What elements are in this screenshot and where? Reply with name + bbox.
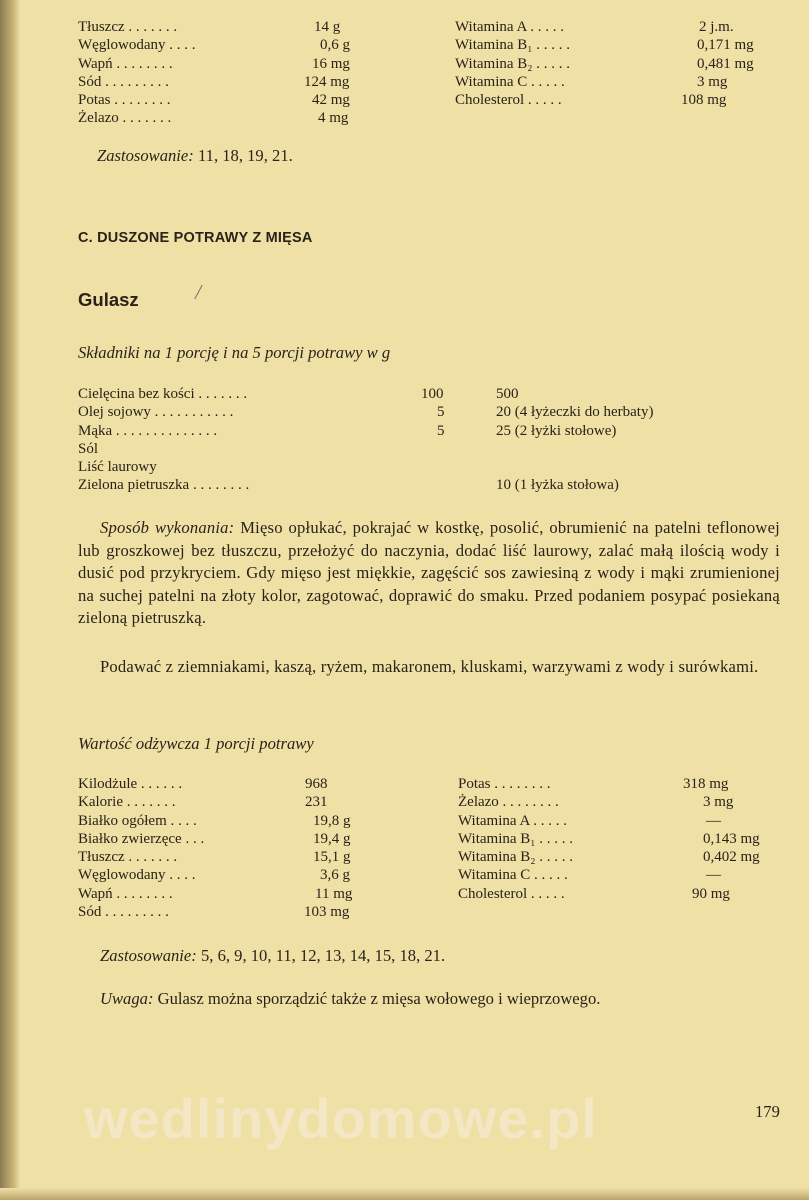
method-paragraph: [78, 517, 780, 630]
note-label: Uwaga:: [100, 989, 154, 1008]
ingredient-row: [78, 385, 738, 403]
nutrient-value: 90 mg: [692, 885, 730, 902]
nutrient-row: [458, 793, 778, 811]
nutrient-label: Witamina B₁ . . . . .: [458, 830, 574, 847]
nutrient-value: 0,481 mg: [697, 55, 754, 72]
top-nutrition-left: [78, 18, 368, 128]
nutrient-label: Witamina A . . . . .: [455, 19, 564, 35]
nutrient-label: Żelazo . . . . . . . .: [458, 794, 559, 811]
ingredient-name: Olej sojowy . . . . . . . . . . .: [78, 404, 234, 421]
nutrition-right: [458, 775, 778, 903]
nutrient-value: 2 j.m.: [699, 19, 734, 35]
nutrient-row: [78, 18, 368, 36]
nutrient-label: Wapń . . . . . . . .: [78, 885, 173, 902]
nutrient-row: [458, 866, 778, 884]
nutrient-value: 3 mg: [697, 73, 728, 90]
nutrient-label: Witamina A . . . . .: [458, 812, 567, 829]
nutrient-row: [78, 866, 378, 884]
page-left-edge: [0, 0, 20, 1200]
nutrient-value: 3,6 g: [320, 867, 350, 884]
nutrient-label: Kilodżule . . . . . .: [78, 776, 183, 792]
nutrient-label: Węglowodany . . . .: [78, 867, 196, 884]
nutrient-value: 0,171 mg: [697, 37, 754, 54]
pencil-mark: [194, 285, 202, 300]
nutrient-row: [78, 830, 378, 848]
nutrient-value: 108 mg: [681, 92, 727, 109]
nutrient-value: 3 mg: [703, 794, 734, 811]
nutrient-value: 0,143 mg: [703, 830, 760, 847]
page-bottom-edge: [0, 1188, 809, 1200]
nutrient-value: 19,8 g: [313, 812, 351, 829]
method-text: Mięso opłukać, pokrajać w kostkę, posolić, obrumienić na patelni teflonowej lub groszkowej bez tłuszczu, przełożyć do naczynia, dodać liść laurowy, zalać małą ilością wody i dusić pod przykryciem. Gdy mięso jest miękkie, zagęścić sos zawiesiną z wody i mąki zrumienionej na suchej patelni na złoty kolor, zagotować, doprawić do smaku. Przed podaniem posypać posiekaną zieloną pietruszką.: [78, 518, 780, 628]
section-heading: C. DUSZONE POTRAWY Z MIĘSA: [78, 230, 313, 246]
nutrient-row: [458, 775, 778, 793]
ingredients-heading: Składniki na 1 porcję i na 5 porcji potrawy w g: [78, 343, 391, 362]
nutrient-row: [458, 885, 778, 903]
page-number: 179: [755, 1102, 780, 1121]
ingredient-name: Zielona pietruszka . . . . . . . .: [78, 477, 250, 494]
nutrient-row: [78, 848, 378, 866]
top-usage-line: [97, 146, 293, 166]
method-label: Sposób wykonania:: [100, 518, 235, 537]
nutrient-row: [455, 18, 775, 36]
nutrient-value: 15,1 g: [313, 849, 351, 866]
nutrient-value: 19,4 g: [313, 830, 351, 847]
nutrient-row: [78, 812, 378, 830]
nutrient-label: Tłuszcz . . . . . . .: [78, 849, 178, 866]
nutrient-row: [455, 55, 775, 73]
ingredient-amount-5: 10 (1 łyżka stołowa): [496, 477, 619, 494]
watermark: wedlinydomowe.pl: [84, 1087, 598, 1150]
nutrient-value: 124 mg: [304, 73, 350, 90]
nutrient-label: Tłuszcz . . . . . . .: [78, 19, 178, 35]
nutrient-row: [78, 885, 378, 903]
ingredient-row: [78, 422, 738, 440]
nutrient-row: [455, 73, 775, 91]
nutrient-label: Węglowodany . . . .: [78, 37, 196, 54]
nutrient-label: Białko ogółem . . . .: [78, 812, 197, 829]
ingredient-row: [78, 403, 738, 421]
recipe-title: Gulasz: [78, 289, 139, 310]
usage-label: Zastosowanie:: [97, 146, 194, 165]
nutrient-value: 16 mg: [312, 55, 350, 72]
nutrient-label: Witamina C . . . . .: [455, 73, 565, 90]
note-paragraph: [78, 988, 780, 1011]
usage-line: [100, 946, 445, 966]
usage-label: Zastosowanie:: [100, 946, 197, 965]
nutrient-label: Białko zwierzęce . . .: [78, 830, 205, 847]
nutrient-value: 4 mg: [318, 110, 349, 127]
ingredient-amount-1: 5: [437, 404, 445, 421]
ingredient-amount-5: 25 (2 łyżki stołowe): [496, 422, 617, 439]
nutrient-value: —: [706, 867, 721, 884]
nutrient-value: 42 mg: [312, 92, 350, 109]
ingredient-amount-5: 500: [496, 386, 519, 402]
nutrient-label: Witamina B₁ . . . . .: [455, 37, 571, 54]
nutrient-row: [455, 36, 775, 54]
serving-text: Podawać z ziemniakami, kaszą, ryżem, makaronem, kluskami, warzywami z wody i surówkami.: [100, 657, 759, 676]
nutrient-label: Potas . . . . . . . .: [78, 92, 171, 109]
ingredient-name: Sól: [78, 440, 99, 457]
nutrient-row: [78, 793, 378, 811]
nutrient-value: 14 g: [314, 19, 341, 35]
ingredient-row: [78, 458, 738, 476]
nutrient-row: [78, 775, 378, 793]
nutrient-value: 0,402 mg: [703, 849, 760, 866]
nutrient-label: Żelazo . . . . . . .: [78, 110, 172, 127]
ingredient-amount-5: 20 (4 łyżeczki do herbaty): [496, 404, 654, 421]
ingredient-name: Cielęcina bez kości . . . . . . .: [78, 386, 248, 402]
nutrient-row: [458, 830, 778, 848]
nutrient-value: 318 mg: [683, 776, 729, 792]
usage-values: 11, 18, 19, 21.: [197, 146, 293, 165]
ingredient-amount-1: 5: [437, 422, 445, 439]
nutrient-label: Witamina C . . . . .: [458, 867, 568, 884]
nutrient-value: 11 mg: [315, 885, 353, 902]
nutrient-row: [458, 848, 778, 866]
note-text: Gulasz można sporządzić także z mięsa wołowego i wieprzowego.: [157, 989, 601, 1008]
nutrient-row: [78, 903, 378, 921]
nutrient-label: Sód . . . . . . . . .: [78, 73, 169, 90]
nutrient-value: 103 mg: [304, 904, 350, 921]
top-nutrition-right: [455, 18, 775, 109]
nutrient-label: Potas . . . . . . . .: [458, 776, 551, 792]
nutrient-row: [458, 812, 778, 830]
nutrient-row: [78, 91, 368, 109]
ingredient-amount-1: 100: [421, 386, 444, 402]
nutrient-row: [78, 55, 368, 73]
ingredient-name: Liść laurowy: [78, 459, 157, 476]
ingredients-table: [78, 385, 738, 495]
nutrient-label: Kalorie . . . . . . .: [78, 794, 176, 811]
ingredient-row: [78, 476, 738, 494]
nutrient-label: Witamina B₂ . . . . .: [455, 55, 571, 72]
nutrient-row: [455, 91, 775, 109]
nutrient-label: Sód . . . . . . . . .: [78, 904, 169, 921]
nutrition-heading: Wartość odżywcza 1 porcji potrawy: [78, 734, 314, 753]
nutrient-label: Witamina B₂ . . . . .: [458, 849, 574, 866]
nutrient-row: [78, 73, 368, 91]
nutrient-label: Wapń . . . . . . . .: [78, 55, 173, 72]
ingredient-name: Mąka . . . . . . . . . . . . . .: [78, 422, 218, 439]
usage-values: 5, 6, 9, 10, 11, 12, 13, 14, 15, 18, 21.: [200, 946, 446, 965]
serving-paragraph: [78, 656, 780, 679]
nutrient-label: Cholesterol . . . . .: [455, 92, 562, 109]
nutrient-row: [78, 109, 368, 127]
nutrient-value: 0,6 g: [320, 37, 350, 54]
ingredient-row: [78, 440, 738, 458]
nutrient-value: 968: [305, 776, 328, 792]
nutrient-value: 231: [305, 794, 328, 811]
nutrition-left: [78, 775, 378, 921]
nutrient-value: —: [706, 812, 721, 829]
nutrient-row: [78, 36, 368, 54]
nutrient-label: Cholesterol . . . . .: [458, 885, 565, 902]
